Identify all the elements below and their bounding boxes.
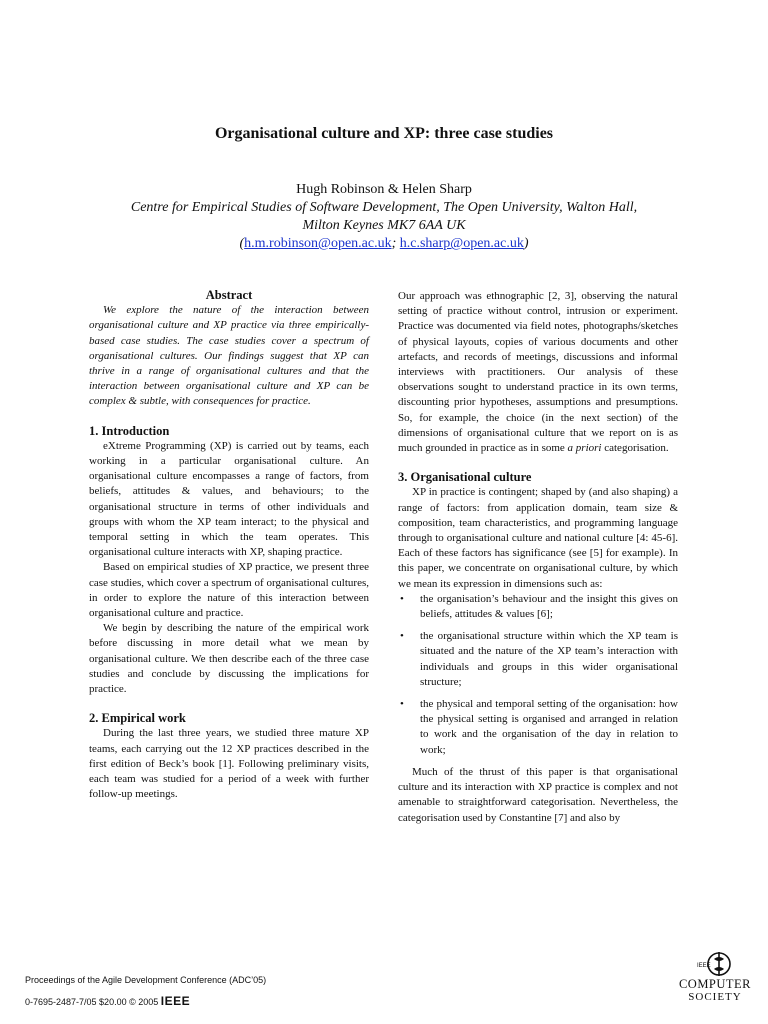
culture-dimension-list [398, 592, 678, 758]
affiliation-line-2: Milton Keynes MK7 6AA UK [302, 218, 466, 233]
section-heading-organisational-culture: 3. Organisational culture [398, 470, 532, 485]
left-column [89, 288, 369, 803]
bullet-icon: • [400, 630, 404, 643]
approach-text-end: categorisation. [601, 442, 669, 455]
intro-paragraph-1: eXtreme Programming (XP) is carried out by teams, each working in a particular organisational culture. An organisational culture encompasses a range of factors, from beliefs, attitudes & values, and behaviours; to the organisational structure in terms of other individuals and groups with whom the XP team interact; to the physical and temporal setting in which the team operates. This organisational culture interacts with XP, shaping practice. [89, 439, 369, 559]
list-item-text: the organisation’s behaviour and the insight this gives on beliefs, attitudes & values [6]; [420, 592, 678, 621]
right-column [398, 289, 678, 826]
section-heading-introduction: 1. Introduction [89, 423, 170, 438]
culture-paragraph: XP in practice is contingent; shaped by (and also shaping) a range of factors: from application domain, team size & composition, team characteristics, and programming language through to organisational culture and national culture [4: 45-6]. Each of these factors has significance (see [5] for example). In this paper, we concentrate on organisational culture, by which we mean its expression in dimensions such as: [398, 486, 678, 590]
authors: Hugh Robinson & Helen Sharp [296, 182, 472, 197]
bullet-icon: • [400, 698, 404, 711]
email-link-sharp[interactable]: h.c.sharp@open.ac.uk [399, 236, 524, 251]
list-item-text: the physical and temporal setting of the organisation: how the physical setting is organised and arranged in relation to work and the organisation of the day in relation to work; [420, 698, 678, 756]
section-heading-empirical-work: 2. Empirical work [89, 711, 186, 726]
email-link-robinson[interactable]: h.m.robinson@open.ac.uk [244, 236, 392, 251]
culture-closing-paragraph: Much of the thrust of this paper is that organisational culture and its interaction with XP practice is complex and not amenable to straightforward categorisation. Nevertheless, the categorisation used by Constantine [7] and also by [398, 765, 678, 824]
author-block [0, 181, 768, 253]
ieee-wordmark: IEEE [160, 994, 191, 1008]
bullet-icon: • [400, 592, 404, 605]
empirical-paragraph: During the last three years, we studied three mature XP teams, each carrying out the 12 XP practices described in the first edition of Beck’s book [1]. Following preliminary visits, each team was studied for a period of a week with further follow-up meetings. [89, 727, 369, 801]
email-line: (h.m.robinson@open.ac.uk; h.c.sharp@open.ac.uk) [239, 236, 529, 251]
isbn-footer [25, 994, 190, 1008]
computer-society-logo [660, 950, 768, 1010]
proceedings-footer: Proceedings of the Agile Development Conference (ADC’05) [25, 975, 267, 985]
intro-paragraph-3: We begin by describing the nature of the empirical work before discussing in more detail what we mean by organisational culture. We then describe each of the three case studies and conclude by discussing the implications for practice. [89, 622, 369, 696]
intro-paragraph-2: Based on empirical studies of XP practice, we present three case studies, which cover a spectrum of organisational cultures, in order to explore the nature of this interaction between organisational culture and practice. [89, 561, 369, 620]
abstract-heading: Abstract [205, 288, 253, 302]
isbn-text: 0-7695-2487-7/05 $20.00 © 2005 [25, 997, 159, 1007]
approach-paragraph [398, 289, 678, 456]
logo-wordmark-computer: COMPUTER [678, 977, 752, 991]
logo-tag-text: IEEE [697, 963, 711, 969]
list-item [398, 629, 678, 690]
paper-title: Organisational culture and XP: three case studies [214, 125, 554, 142]
approach-text: Our approach was ethnographic [2, 3], observing the natural setting of practice without control, intrusion or experiment. Practice was documented via field notes, photographs/sketches of physical layouts, copies of various documents and other artefacts, and records of meetings, discussions and informal interviews with practitioners. Our analysis of these observations sought to understand practice in its own terms, discounting prior hypotheses, assumptions and presumptions. So, for example, the choice (in the next section) of the dimensions of organisational culture that we report on is as much grounded in practice as in some [398, 290, 678, 455]
logo-wordmark-society: SOCIETY [688, 991, 742, 1003]
list-item [398, 592, 678, 622]
list-item [398, 697, 678, 758]
computer-society-emblem-icon [695, 950, 735, 978]
list-item-text: the organisational structure within which the XP team is situated and the nature of the XP team’s interaction with individuals and groups in this wider organisational structure; [420, 630, 678, 688]
abstract-body: We explore the nature of the interaction between organisational culture and XP practice via three empirically-based case studies. The case studies cover a spectrum of organisational cultures. Our findings suggest that XP can thrive in a range of organisational cultures and that the interaction between organisational culture and XP can be complex & subtle, with consequences for practice. [89, 304, 369, 408]
approach-italic: a priori [567, 442, 602, 455]
affiliation-line-1: Centre for Empirical Studies of Software Development, The Open University, Walton Hall, [130, 200, 638, 215]
